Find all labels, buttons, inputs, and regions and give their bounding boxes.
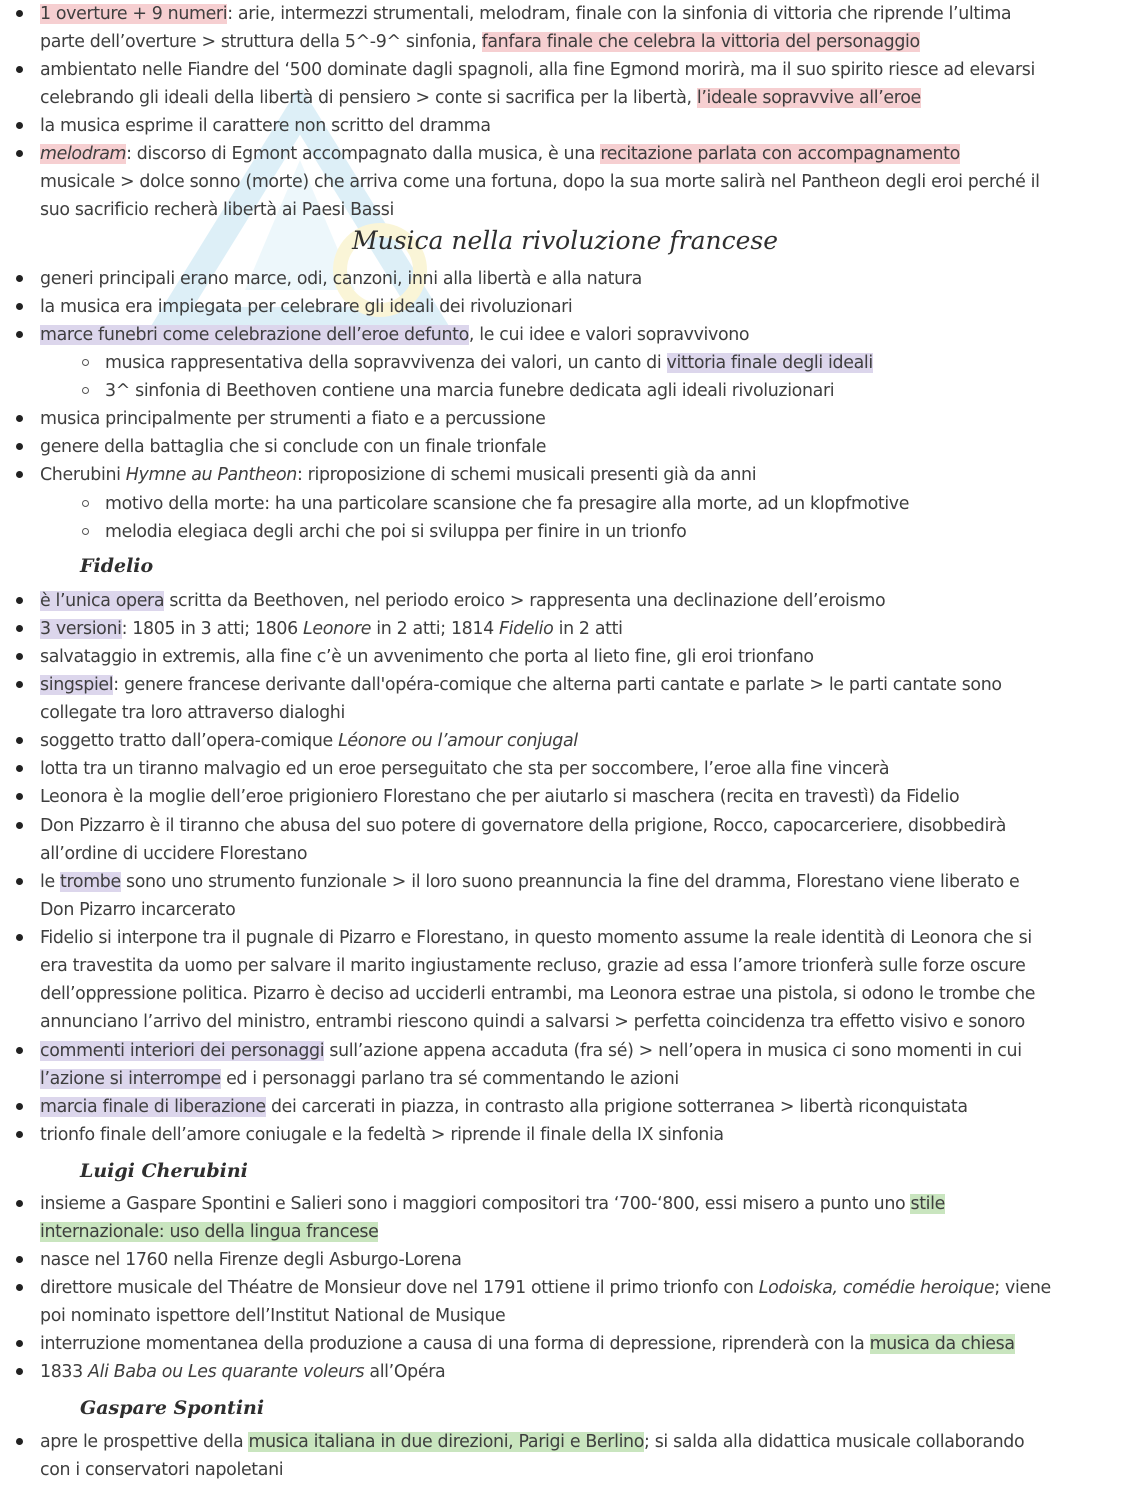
list-item-continuation: Don Pizarro incarcerato bbox=[40, 900, 236, 920]
bullet-icon bbox=[16, 934, 23, 941]
bullet-icon bbox=[16, 822, 23, 829]
list-item: Leonora è la moglie dell’eroe prigioniero Florestano che per aiutarlo si maschera (recita en travestì) da Fidelio bbox=[0, 783, 1148, 811]
list-item-continuation: con i conservatori napoletani bbox=[40, 1460, 284, 1480]
list-item: 1 overture + 9 numeri: arie, intermezzi strumentali, melodram, finale con la sinfonia di vittoria che riprende l’ultima bbox=[0, 0, 1148, 28]
highlight-text: internazionale: uso della lingua francese bbox=[40, 1222, 379, 1242]
sub-list-item: melodia elegiaca degli archi che poi si sviluppa per finire in un trionfo bbox=[0, 518, 1148, 546]
list-item: Don Pizzarro è il tiranno che abusa del suo potere di governatore della prigione, Rocco, capocarceriere, disobbedirà bbox=[0, 812, 1148, 840]
list-item: la musica era impiegata per celebrare gli ideali dei rivoluzionari bbox=[0, 293, 1148, 321]
sub-list-item: motivo della morte: ha una particolare scansione che fa presagire alla morte, ad un klopfmotive bbox=[0, 490, 1148, 518]
list-item: le trombe sono uno strumento funzionale > il loro suono preannuncia la fine del dramma, Florestano viene liberato e bbox=[0, 868, 1148, 896]
bullet-icon bbox=[16, 737, 23, 744]
bullet-icon bbox=[16, 471, 23, 478]
highlight-text: l’azione si interrompe bbox=[40, 1069, 221, 1089]
list-item: è l’unica opera scritta da Beethoven, nel periodo eroico > rappresenta una declinazione dell’eroismo bbox=[0, 587, 1148, 615]
highlight-text: l’ideale sopravvive all’eroe bbox=[696, 88, 921, 108]
bullet-icon bbox=[16, 625, 23, 632]
section-title: Luigi Cherubini bbox=[80, 1160, 248, 1182]
list-item: apre le prospettive della musica italiana in due direzioni, Parigi e Berlino; si salda alla didattica musicale collaborando bbox=[0, 1428, 1148, 1456]
section-title: Fidelio bbox=[80, 555, 154, 577]
list-item: 3 versioni: 1805 in 3 atti; 1806 Leonore in 2 atti; 1814 Fidelio in 2 atti bbox=[0, 615, 1148, 643]
list-item: lotta tra un tiranno malvagio ed un eroe perseguitato che sta per soccombere, l’eroe alla fine vincerà bbox=[0, 755, 1148, 783]
list-item: commenti interiori dei personaggi sull’azione appena accaduta (fra sé) > nell’opera in musica ci sono momenti in cui bbox=[0, 1037, 1148, 1065]
bullet-icon bbox=[16, 1438, 23, 1445]
highlight-text: marce funebri come celebrazione dell’eroe defunto bbox=[40, 325, 469, 345]
list-item: generi principali erano marce, odi, canzoni, inni alla libertà e alla natura bbox=[0, 265, 1148, 293]
list-item: interruzione momentanea della produzione a causa di una forma di depressione, riprenderà con la musica da chiesa bbox=[0, 1330, 1148, 1358]
section-title: Gaspare Spontini bbox=[80, 1397, 265, 1419]
bullet-icon bbox=[16, 793, 23, 800]
sub-list-item: 3^ sinfonia di Beethoven contiene una marcia funebre dedicata agli ideali rivoluzionari bbox=[0, 377, 1148, 405]
highlight-text: melodram bbox=[40, 144, 127, 164]
highlight-text: stile bbox=[910, 1194, 945, 1214]
circle-bullet-icon bbox=[82, 387, 89, 394]
bullet-icon bbox=[16, 765, 23, 772]
list-item: 1833 Ali Baba ou Les quarante voleurs all’Opéra bbox=[0, 1358, 1148, 1386]
bullet-icon bbox=[16, 1131, 23, 1138]
bullet-icon bbox=[16, 1368, 23, 1375]
section-title: Musica nella rivoluzione francese bbox=[352, 226, 779, 255]
list-item-continuation: parte dell’overture > struttura della 5^-9^ sinfonia, fanfara finale che celebra la vittoria del personaggio bbox=[40, 32, 920, 52]
highlight-text: 3 versioni bbox=[40, 619, 122, 639]
highlight-text: singspiel bbox=[40, 675, 114, 695]
list-item: trionfo finale dell’amore coniugale e la fedeltà > riprende il finale della IX sinfonia bbox=[0, 1121, 1148, 1149]
highlight-text: commenti interiori dei personaggi bbox=[40, 1041, 325, 1061]
list-item-continuation: suo sacrificio recherà libertà ai Paesi Bassi bbox=[40, 200, 394, 220]
bullet-icon bbox=[16, 303, 23, 310]
bullet-icon bbox=[16, 1200, 23, 1207]
list-item: Fidelio si interpone tra il pugnale di Pizarro e Florestano, in questo momento assume la reale identità di Leonora che si bbox=[0, 924, 1148, 952]
list-item-continuation: celebrando gli ideali della libertà di pensiero > conte si sacrifica per la libertà, l’ideale sopravvive all’eroe bbox=[40, 88, 921, 108]
list-item: ambientato nelle Fiandre del ‘500 dominate dagli spagnoli, alla fine Egmond morirà, ma il suo spirito riesce ad elevarsi bbox=[0, 56, 1148, 84]
list-item: la musica esprime il carattere non scritto del dramma bbox=[0, 112, 1148, 140]
highlight-text: marcia finale di liberazione bbox=[40, 1097, 266, 1117]
bullet-icon bbox=[16, 415, 23, 422]
highlight-text: fanfara finale che celebra la vittoria del personaggio bbox=[481, 32, 920, 52]
circle-bullet-icon bbox=[82, 359, 89, 366]
circle-bullet-icon bbox=[82, 528, 89, 535]
bullet-icon bbox=[16, 10, 23, 17]
list-item: marce funebri come celebrazione dell’eroe defunto, le cui idee e valori sopravvivono bbox=[0, 321, 1148, 349]
list-item: salvataggio in extremis, alla fine c’è un avvenimento che porta al lieto fine, gli eroi trionfano bbox=[0, 643, 1148, 671]
circle-bullet-icon bbox=[82, 500, 89, 507]
bullet-icon bbox=[16, 66, 23, 73]
bullet-icon bbox=[16, 878, 23, 885]
bullet-icon bbox=[16, 443, 23, 450]
list-item: insieme a Gaspare Spontini e Salieri sono i maggiori compositori tra ‘700-‘800, essi misero a punto uno stile bbox=[0, 1190, 1148, 1218]
list-item: genere della battaglia che si conclude con un finale trionfale bbox=[0, 433, 1148, 461]
list-item: musica principalmente per strumenti a fiato e a percussione bbox=[0, 405, 1148, 433]
list-item: singspiel: genere francese derivante dall'opéra-comique che alterna parti cantate e parlate > le parti cantate sono bbox=[0, 671, 1148, 699]
list-item-continuation bbox=[0, 1218, 1148, 1246]
list-item-continuation: dell’oppressione politica. Pizarro è deciso ad ucciderli entrambi, ma Leonora estrae una pistola, si odono le trombe che bbox=[40, 984, 1036, 1004]
bullet-icon bbox=[16, 681, 23, 688]
bullet-icon bbox=[16, 597, 23, 604]
list-item: Cherubini Hymne au Pantheon: riproposizione di schemi musicali presenti già da anni bbox=[0, 461, 1148, 489]
bullet-icon bbox=[16, 275, 23, 282]
bullet-icon bbox=[16, 122, 23, 129]
highlight-text: è l’unica opera bbox=[40, 591, 165, 611]
list-item-continuation: all’ordine di uccidere Florestano bbox=[40, 844, 308, 864]
list-item-continuation: l’azione si interrompe ed i personaggi parlano tra sé commentando le azioni bbox=[40, 1069, 679, 1089]
bullet-icon bbox=[16, 1103, 23, 1110]
highlight-text: musica da chiesa bbox=[869, 1334, 1015, 1354]
list-item-continuation: era travestita da uomo per salvare il marito ingiustamente recluso, grazie ad essa l’amore trionferà sulle forze oscure bbox=[40, 956, 1026, 976]
bullet-icon bbox=[16, 150, 23, 157]
list-item-continuation: poi nominato ispettore dell’Institut National de Musique bbox=[40, 1306, 506, 1326]
highlight-text: musica italiana in due direzioni, Parigi e Berlino bbox=[248, 1432, 645, 1452]
bullet-icon bbox=[16, 1047, 23, 1054]
list-item-continuation: musicale > dolce sonno (morte) che arriva come una fortuna, dopo la sua morte salirà nel Pantheon degli eroi perché il bbox=[40, 172, 1040, 192]
bullet-icon bbox=[16, 1284, 23, 1291]
bullet-icon bbox=[16, 331, 23, 338]
highlight-text: trombe bbox=[60, 872, 121, 892]
bullet-icon bbox=[16, 1340, 23, 1347]
list-item: nasce nel 1760 nella Firenze degli Asburgo-Lorena bbox=[0, 1246, 1148, 1274]
sub-list-item: musica rappresentativa della sopravvivenza dei valori, un canto di vittoria finale degli ideali bbox=[0, 349, 1148, 377]
list-item: marcia finale di liberazione dei carcerati in piazza, in contrasto alla prigione sotterranea > libertà riconquistata bbox=[0, 1093, 1148, 1121]
highlight-text: vittoria finale degli ideali bbox=[666, 353, 873, 373]
bullet-icon bbox=[16, 653, 23, 660]
bullet-icon bbox=[16, 1256, 23, 1263]
list-item: soggetto tratto dall’opera-comique Léonore ou l’amour conjugal bbox=[0, 727, 1148, 755]
list-item-continuation: annunciano l’arrivo del ministro, entrambi riescono quindi a salvarsi > perfetta coincidenza tra effetto visivo e sonoro bbox=[40, 1012, 1025, 1032]
highlight-text: recitazione parlata con accompagnamento bbox=[600, 144, 960, 164]
list-item: melodram: discorso di Egmont accompagnato dalla musica, è una recitazione parlata con accompagnamento bbox=[0, 140, 1148, 168]
list-item: direttore musicale del Théatre de Monsieur dove nel 1791 ottiene il primo trionfo con Lodoiska, comédie heroique; viene bbox=[0, 1274, 1148, 1302]
highlight-text: 1 overture + 9 numeri bbox=[40, 4, 228, 24]
list-item-continuation: collegate tra loro attraverso dialoghi bbox=[40, 703, 345, 723]
